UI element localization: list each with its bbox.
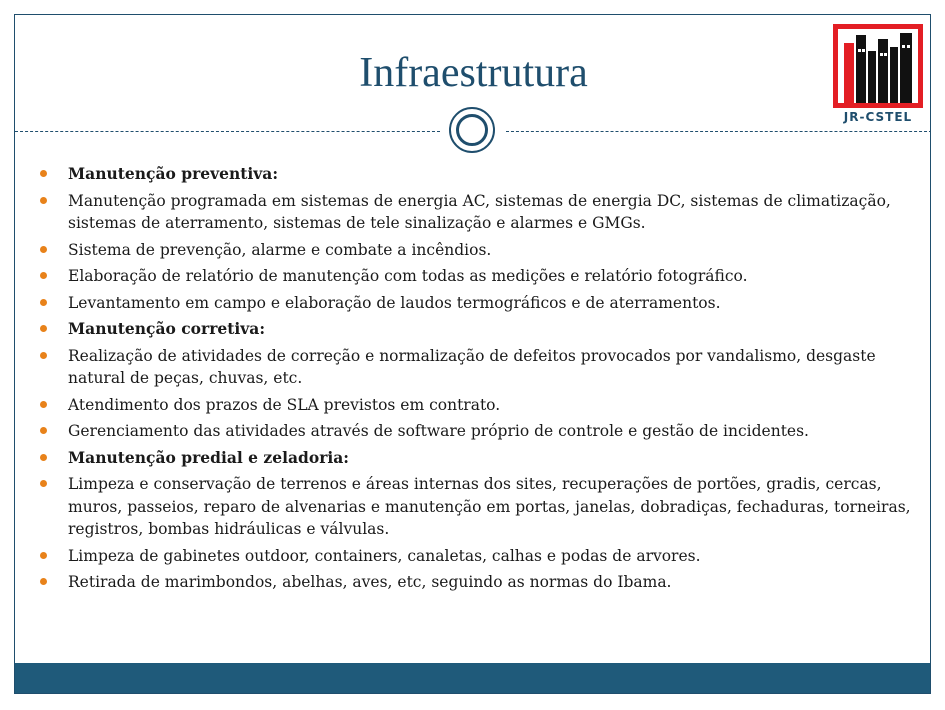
logo-frame (833, 24, 923, 108)
bullet-icon (40, 299, 47, 306)
list-item-text: Gerenciamento das atividades através de software próprio de controle e gestão de incidentes. (68, 422, 809, 440)
list-item-text: Retirada de marimbondos, abelhas, aves, etc, seguindo as normas do Ibama. (68, 573, 672, 591)
title-divider-left (15, 131, 440, 132)
slide (14, 14, 931, 694)
bullet-icon (40, 325, 47, 332)
bullet-icon (40, 246, 47, 253)
list-item (37, 420, 917, 443)
bullet-icon (40, 197, 47, 204)
list-item (37, 545, 917, 568)
list-item (37, 190, 917, 235)
list-item-text: Manutenção predial e zeladoria: (68, 447, 350, 467)
title-divider-right (506, 131, 931, 132)
list-item-text: Atendimento dos prazos de SLA previstos em contrato. (68, 395, 501, 414)
list-item (37, 239, 917, 262)
list-item-text: Limpeza de gabinetes outdoor, containers, canaletas, calhas e podas de arvores. (68, 546, 701, 565)
list-item (37, 345, 917, 390)
bullet-list (37, 163, 917, 598)
bullet-icon (40, 552, 47, 559)
list-item-text: Manutenção programada em sistemas de energia AC, sistemas de energia DC, sistemas de climatização, sistemas de aterramento, sistemas de tele sinalização e alarmes e GMGs. (68, 191, 891, 232)
list-item-text: Limpeza e conservação de terrenos e áreas internas dos sites, recuperações de portões, gradis, cercas, muros, passeios, reparo de alvenarias e manutenção em portas, janelas, dobradiças, fechaduras, torneiras, registros, bombas hidráulicas e válvulas. (68, 475, 911, 538)
list-item (37, 292, 917, 315)
logo-text: JR-CSTEL (843, 110, 913, 124)
company-logo (833, 24, 923, 132)
section-heading (37, 318, 917, 341)
bullet-icon (40, 170, 47, 177)
bullet-icon (40, 401, 47, 408)
footer-bar (15, 663, 931, 694)
section-heading (37, 163, 917, 186)
list-item (37, 571, 917, 594)
list-item-text: Realização de atividades de correção e normalização de defeitos provocados por vandalismo, desgaste natural de peças, chuvas, etc. (68, 346, 876, 387)
bullet-icon (40, 427, 47, 434)
list-item-text: Manutenção corretiva: (68, 319, 266, 338)
bullet-icon (40, 454, 47, 461)
bullet-icon (40, 272, 47, 279)
bullet-icon (40, 578, 47, 585)
list-item-text: Manutenção preventiva: (68, 164, 279, 183)
list-item (37, 473, 917, 541)
list-item-text: Levantamento em campo e elaboração de laudos termográficos e de aterramentos. (68, 293, 721, 312)
list-item-text: Sistema de prevenção, alarme e combate a incêndios. (68, 240, 492, 259)
bullet-icon (40, 352, 47, 359)
divider-circle-icon (449, 107, 495, 153)
list-item (37, 265, 917, 288)
list-item (37, 394, 917, 417)
bullet-icon (40, 480, 47, 487)
section-heading (37, 447, 917, 470)
list-item-text: Elaboração de relatório de manutenção com todas as medições e relatório fotográfico. (68, 267, 748, 285)
buildings-icon (838, 29, 918, 103)
slide-title: Infraestrutura (359, 50, 588, 96)
